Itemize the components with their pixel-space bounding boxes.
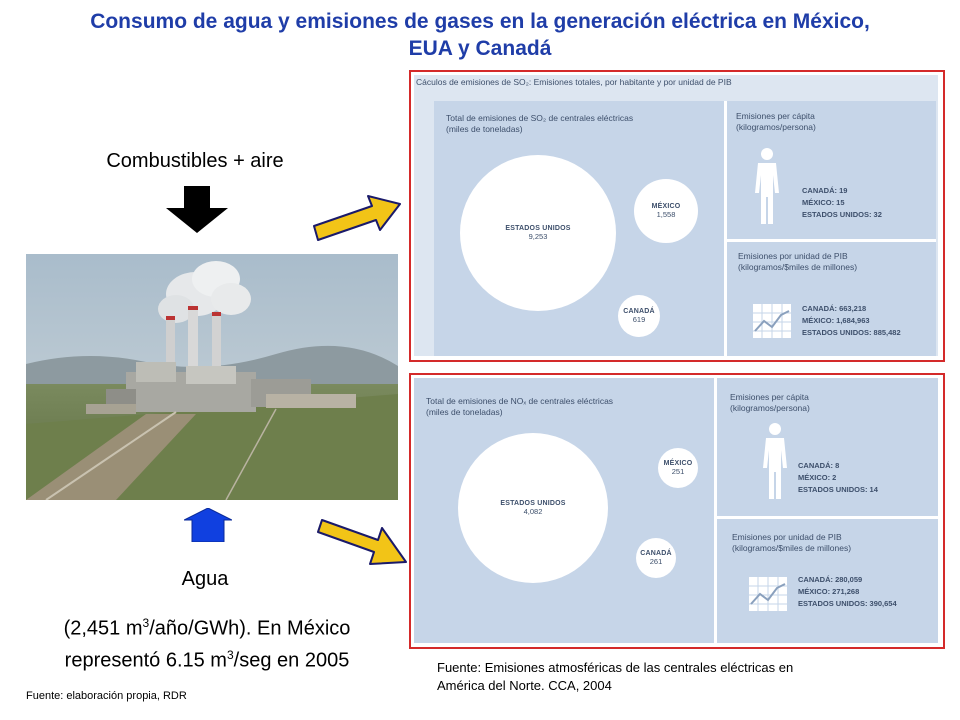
nox-mx-circle: MÉXICO 251 [658,448,698,488]
yellow-arrow-icon [310,188,402,248]
divider [724,101,727,356]
yellow-arrow-icon [316,506,408,570]
nox-panel [414,378,938,643]
title-line-1: Consumo de agua y emisiones de gases en la generación eléctrica en México, [90,10,870,33]
so2-header: Cáculos de emisiones de SO₂: Emisiones totales, por habitante y por unidad de PIB [416,77,732,87]
so2-inner [434,101,936,356]
down-arrow-icon [166,186,228,234]
nox-percap-stats: CANADÁ: 8 MÉXICO: 2 ESTADOS UNIDOS: 14 [798,461,878,494]
title-line-2: EUA y Canadá [408,37,552,60]
water-consumption-text [10,610,404,673]
divider [714,378,717,643]
nox-total-title: Total de emisiones de NOₓ de centrales eléctricas (miles de toneladas) [426,396,614,417]
so2-us-circle: ESTADOS UNIDOS 9,253 [460,155,616,311]
so2-pib-stats: CANADÁ: 663,218 MÉXICO: 1,684,963 ESTADOS UNIDOS: 885,482 [802,304,901,337]
power-plant-photo [26,254,398,500]
up-arrow-icon [184,508,232,542]
nox-ca-circle: CANADÁ 261 [636,538,676,578]
fuel-input-label: Combustibles + aire [106,150,284,172]
water-label: Agua [181,568,229,590]
chart-grid-icon [752,303,792,339]
so2-mx-circle: MÉXICO 1,558 [634,179,698,243]
nox-pib-title: Emisiones por unidad de PIB (kilogramos/$miles de millones) [732,532,852,553]
person-icon [754,147,780,225]
nox-pib-stats: CANADÁ: 280,059 MÉXICO: 271,268 ESTADOS UNIDOS: 390,654 [798,575,897,608]
so2-pib-title: Emisiones por unidad de PIB (kilogramos/$miles de millones) [738,251,858,272]
so2-ca-circle: CANADÁ 619 [618,295,660,337]
right-source: Fuente: Emisiones atmosféricas de las centrales eléctricas en América del Norte. CCA, 2004 [437,660,794,693]
divider [717,516,938,519]
nox-percap-title: Emisiones per cápita (kilogramos/persona) [730,392,810,413]
water-line-2: representó 6.15 $m^3$/seg en 2005 [64,647,350,672]
water-line-1: (2,451 $m^3/año/GWh$). En México [63,616,351,640]
left-source: Fuente: elaboración propia, RDR [26,690,187,702]
so2-percap-title: Emisiones per cápita (kilogramos/persona) [736,111,816,132]
nox-us-circle: ESTADOS UNIDOS 4,082 [458,433,608,583]
so2-panel [414,75,938,356]
so2-total-title: Total de emisiones de SO₂ de centrales eléctricas (miles de toneladas) [446,113,634,134]
chart-grid-icon [748,576,788,612]
person-icon [762,422,788,500]
page-title [0,8,960,62]
divider [727,239,936,242]
so2-percap-stats: CANADÁ: 19 MÉXICO: 15 ESTADOS UNIDOS: 32 [802,186,882,219]
